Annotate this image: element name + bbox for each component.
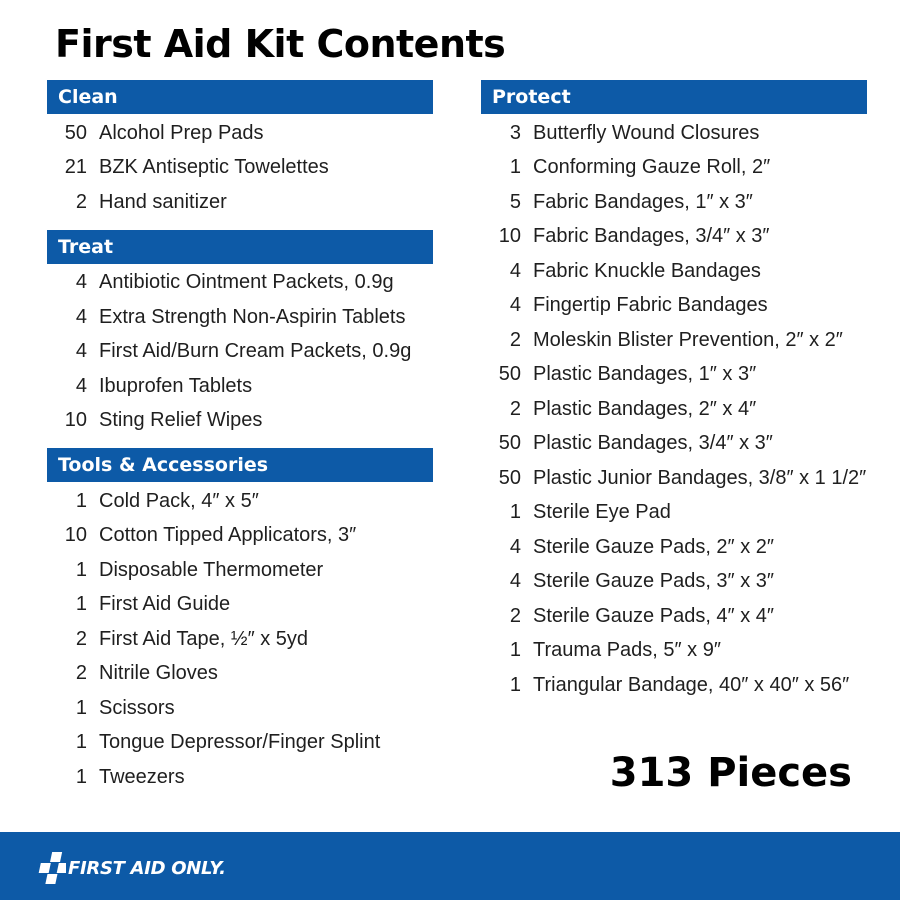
item-quantity: 4 [509,259,521,282]
list-item [47,116,433,151]
item-description: First Aid/Burn Cream Packets, 0.9g [99,340,412,363]
item-description: Disposable Thermometer [99,558,324,581]
item-description: Plastic Junior Bandages, 3/8″ x 1 1/2″ [533,466,867,489]
list-item [47,657,433,692]
item-quantity: 5 [509,190,521,213]
item-quantity: 3 [509,121,521,144]
item-description: Fabric Bandages, 1″ x 3″ [533,190,753,213]
item-description: Tweezers [99,765,185,788]
list-item [481,461,867,496]
item-quantity: 1 [75,765,87,788]
item-quantity: 1 [509,156,521,179]
item-description: Plastic Bandages, 1″ x 3″ [533,363,757,386]
section-header: Protect [481,80,867,114]
item-description: Extra Strength Non-Aspirin Tablets [99,305,406,328]
item-quantity: 10 [498,225,521,248]
total-pieces: 313 Pieces [609,750,852,796]
list-item [47,185,433,220]
list-item [47,335,433,370]
item-description: First Aid Tape, ½″ x 5yd [99,627,309,650]
list-item [47,760,433,795]
item-description: Fabric Bandages, 3/4″ x 3″ [533,225,770,248]
list-item [481,668,867,703]
item-description: Sterile Gauze Pads, 4″ x 4″ [533,604,774,627]
list-item [481,254,867,289]
list-item [47,404,433,439]
item-description: Moleskin Blister Prevention, 2″ x 2″ [533,328,843,351]
list-item [481,151,867,186]
item-description: Nitrile Gloves [99,662,218,685]
item-quantity: 2 [509,328,521,351]
list-item [481,599,867,634]
item-description: Fingertip Fabric Bandages [533,294,768,317]
item-description: Ibuprofen Tablets [99,374,253,397]
list-item [47,588,433,623]
list-item [481,392,867,427]
item-description: First Aid Guide [99,593,231,616]
list-item [481,565,867,600]
item-quantity: 10 [64,409,87,432]
list-item [481,220,867,255]
item-quantity: 50 [498,432,521,455]
item-description: Sterile Gauze Pads, 3″ x 3″ [533,570,774,593]
section-header: Treat [47,230,433,264]
item-list [47,482,433,795]
item-description: Antibiotic Ointment Packets, 0.9g [99,271,394,294]
item-quantity: 1 [75,696,87,719]
item-description: Conforming Gauze Roll, 2″ [533,156,771,179]
item-quantity: 21 [64,156,87,179]
item-description: Butterfly Wound Closures [533,121,760,144]
item-quantity: 1 [75,731,87,754]
left-column [47,80,433,805]
item-quantity: 2 [509,397,521,420]
cross-icon [36,848,66,888]
item-quantity: 4 [509,570,521,593]
item-description: BZK Antiseptic Towelettes [99,156,329,179]
item-list [47,114,433,220]
item-quantity: 4 [75,271,87,294]
section-header: Tools & Accessories [47,448,433,482]
item-quantity: 2 [509,604,521,627]
item-quantity: 4 [75,340,87,363]
list-item [481,634,867,669]
item-quantity: 1 [509,639,521,662]
item-description: Fabric Knuckle Bandages [533,259,761,282]
item-description: Sterile Gauze Pads, 2″ x 2″ [533,535,774,558]
list-item [47,553,433,588]
item-description: Alcohol Prep Pads [99,121,264,144]
item-description: Sting Relief Wipes [99,409,263,432]
list-item [47,151,433,186]
item-description: Tongue Depressor/Finger Splint [99,731,381,754]
list-item [481,323,867,358]
item-quantity: 2 [75,190,87,213]
item-quantity: 2 [75,627,87,650]
section-header: Clean [47,80,433,114]
list-item [481,496,867,531]
item-quantity: 4 [509,535,521,558]
item-description: Cold Pack, 4″ x 5″ [99,489,259,512]
item-quantity: 50 [498,466,521,489]
list-item [47,726,433,761]
list-item [481,289,867,324]
item-quantity: 4 [75,305,87,328]
section-clean [47,80,433,220]
list-item [481,185,867,220]
item-quantity: 2 [75,662,87,685]
list-item [47,622,433,657]
footer-bar [0,832,900,900]
list-item [47,300,433,335]
list-item [481,116,867,151]
list-item [481,358,867,393]
section-tools-accessories [47,448,433,795]
list-item [47,519,433,554]
list-item [47,691,433,726]
item-description: Hand sanitizer [99,190,227,213]
item-description: Plastic Bandages, 3/4″ x 3″ [533,432,773,455]
item-description: Trauma Pads, 5″ x 9″ [533,639,721,662]
item-quantity: 1 [75,593,87,616]
item-quantity: 10 [64,524,87,547]
item-description: Cotton Tipped Applicators, 3″ [99,524,357,547]
item-quantity: 1 [509,501,521,524]
item-description: Scissors [99,696,175,719]
item-quantity: 1 [75,489,87,512]
section-treat [47,230,433,439]
item-quantity: 4 [509,294,521,317]
brand-logo [36,848,226,888]
item-description: Triangular Bandage, 40″ x 40″ x 56″ [533,673,850,696]
list-item [481,427,867,462]
page-title: First Aid Kit Contents [55,22,506,66]
list-item [481,530,867,565]
item-quantity: 50 [64,121,87,144]
brand-name: FIRST AID ONLY. [68,857,226,879]
item-quantity: 1 [75,558,87,581]
section-protect [481,80,867,703]
item-description: Plastic Bandages, 2″ x 4″ [533,397,757,420]
item-quantity: 4 [75,374,87,397]
item-quantity: 1 [509,673,521,696]
right-column [481,80,867,713]
item-list [481,114,867,703]
item-quantity: 50 [498,363,521,386]
list-item [47,266,433,301]
item-description: Sterile Eye Pad [533,501,671,524]
list-item [47,484,433,519]
item-list [47,264,433,439]
list-item [47,369,433,404]
